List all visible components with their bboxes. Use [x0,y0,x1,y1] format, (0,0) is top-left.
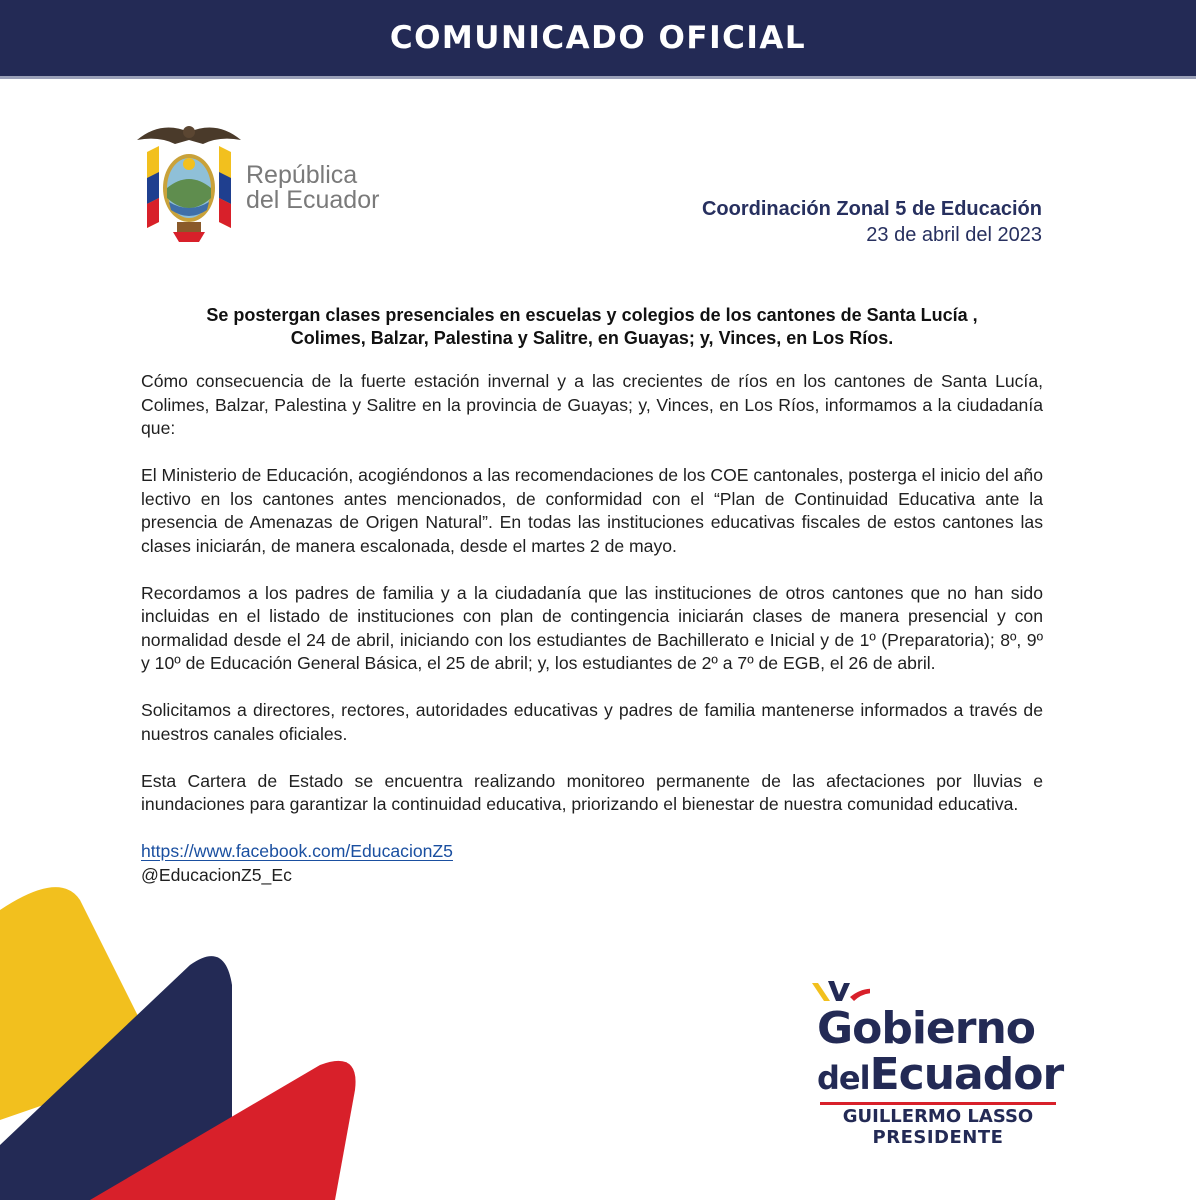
republic-line2: del Ecuador [246,186,380,214]
del-word: del [817,1059,870,1097]
president-title: PRESIDENTE [872,1127,1004,1148]
ecuador-word: Ecuador [869,1049,1064,1100]
body-text [141,370,1043,887]
paragraph: Recordamos a los padres de familia y a la ciudadanía que las instituciones de otros cantones que no han sido incluidas en el listado de instituciones con plan de contingencia iniciarán clases de manera presencial y con normalidad desde el 24 de abril, iniciando con los estudiantes de Bachillerato e Inicial y de 1º (Preparatoria); 8º, 9º y 10º de Educación General Básica, el 25 de abril; y, los estudiantes de 2º a 7º de EGB, el 26 de abril. [141,582,1043,673]
coordination-block [702,196,1042,248]
logo-divider [820,1102,1056,1105]
paragraph: Esta Cartera de Estado se encuentra realizando monitoreo permanente de las afectaciones por lluvias e inundaciones para garantizar la continuidad educativa, priorizando el bienestar de nuestra comunidad educativa. [141,770,1043,814]
decorative-tricolor-shapes [0,870,360,1200]
header-banner [0,0,1196,79]
headline [142,304,1042,350]
ecuador-coat-of-arms-icon [133,118,245,246]
paragraph: Solicitamos a directores, rectores, autoridades educativas y padres de familia mantenerse informados a través de nuestros canales oficiales. [141,700,1043,744]
headline-line1: Se postergan clases presenciales en escuelas y colegios de los cantones de Santa Lucía , [206,305,978,325]
paragraph: Cómo consecuencia de la fuerte estación invernal y a las crecientes de ríos en los cantones de Santa Lucía, Colimes, Balzar, Palestina y Salitre en la provincia de Guayas; y, Vinces, en Los Ríos, informamos a la ciudadanía que: [141,371,1043,438]
facebook-link-row [141,840,1043,864]
twitter-handle: @EducacionZ5_Ec [141,864,292,885]
document-date: 23 de abril del 2023 [866,224,1042,246]
republic-wordmark [246,163,379,213]
facebook-link[interactable]: https://www.facebook.com/EducacionZ5 [141,841,453,861]
coordination-title: Coordinación Zonal 5 de Educación [701,198,1042,220]
gobierno-logo [800,975,1070,1155]
president-name: GUILLERMO LASSO [842,1106,1034,1127]
paragraph: El Ministerio de Educación, acogiéndonos a las recomendaciones de los COE cantonales, posterga el inicio del año lectivo en los cantones antes mencionados, de conformidad con el “Plan de Continuidad Educativa ante la presencia de Amenazas de Origen Natural”. En todas las instituciones educativas fiscales de estos cantones las clases iniciarán, de manera escalonada, desde el martes 2 de mayo. [141,465,1043,556]
del-ecuador-word [817,1051,1063,1102]
gobierno-word: Gobierno [817,1003,1036,1054]
headline-line2: Colimes, Balzar, Palestina y Salitre, en Guayas; y, Vinces, en Los Ríos. [290,328,894,348]
republic-line1: República [246,161,358,189]
banner-title: COMUNICADO OFICIAL [389,20,807,56]
